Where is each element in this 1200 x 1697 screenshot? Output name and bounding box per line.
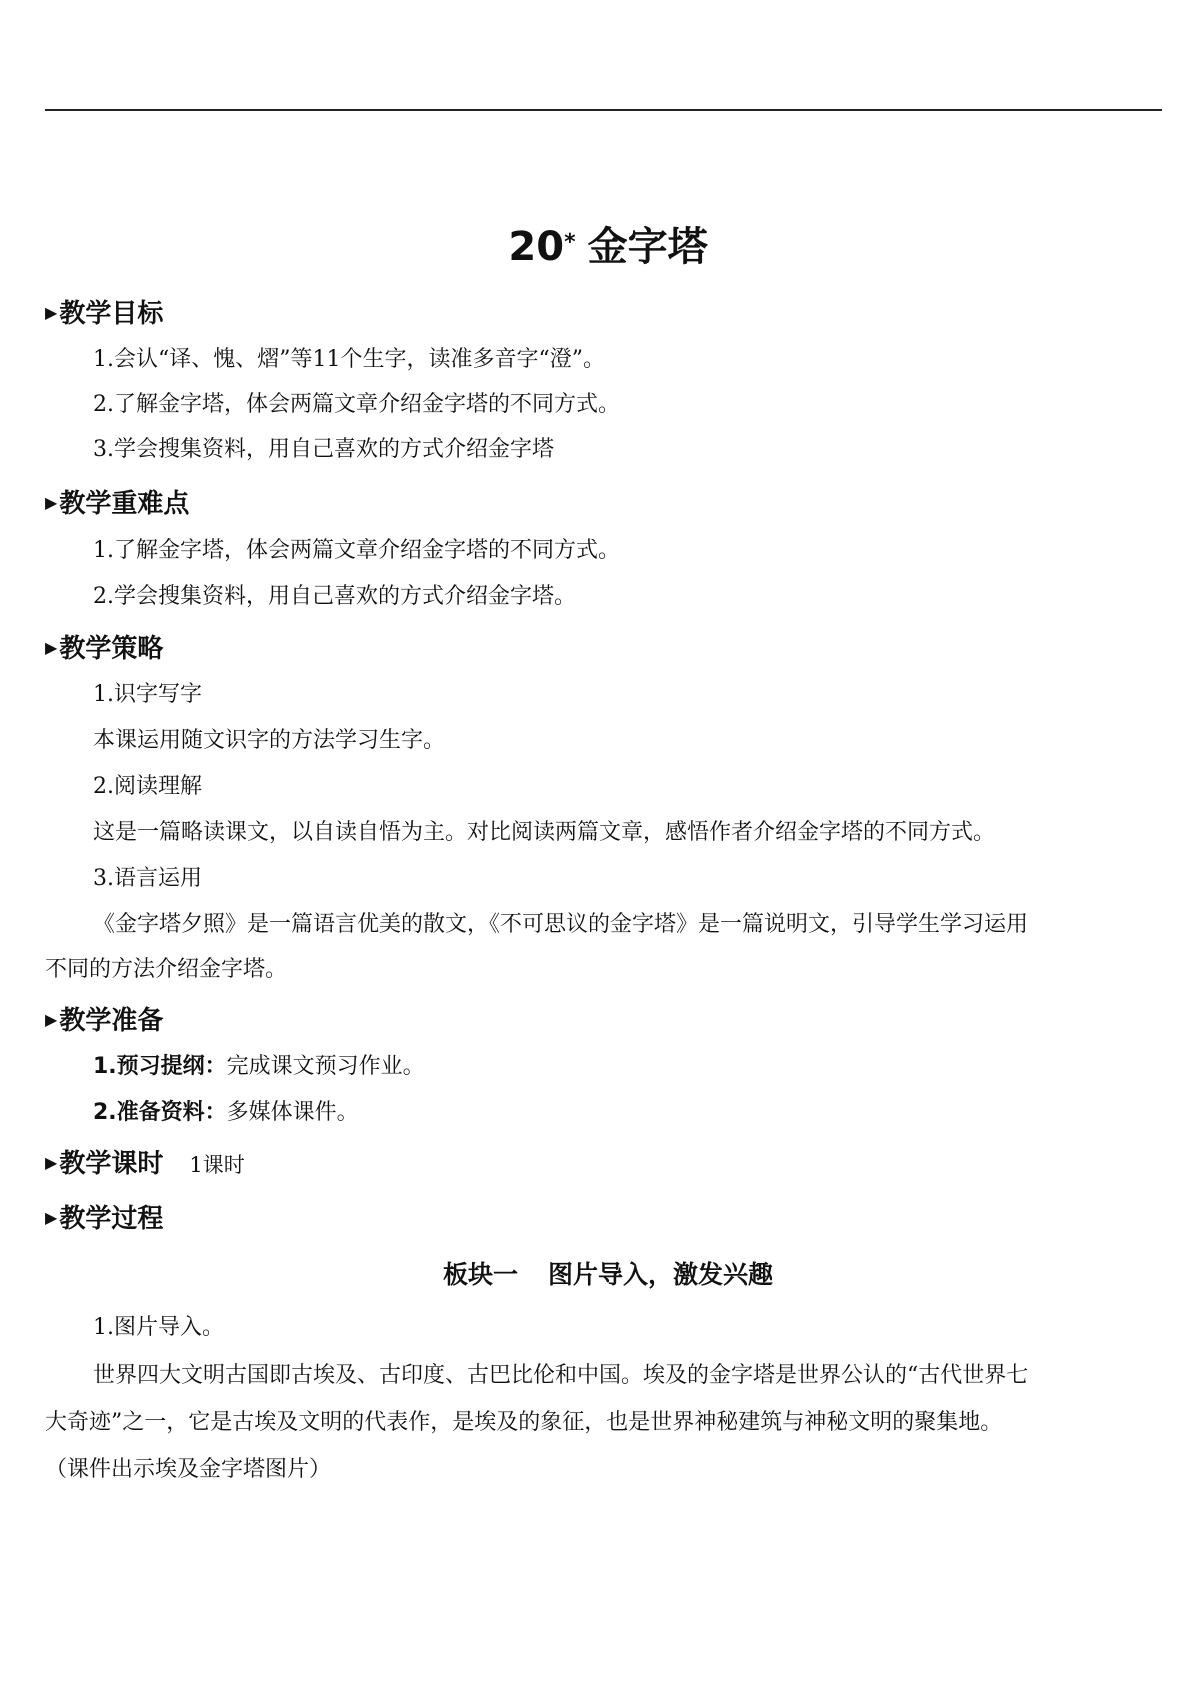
goal-item-3: 3.学会搜集资料，用自己喜欢的方式介绍金字塔 <box>93 437 554 462</box>
goal-item-2: 2.了解金字塔，体会两篇文章介绍金字塔的不同方式。 <box>93 392 620 417</box>
strategy-item1-title: 1.识字写字 <box>93 682 202 707</box>
preparation-item-2 <box>93 1098 359 1128</box>
key-points-heading-text: 教学重难点 <box>59 489 190 519</box>
header-rule <box>45 109 1162 111</box>
triangle-bullet-icon: ▶ <box>45 1009 58 1029</box>
lesson-title <box>8 222 1200 272</box>
strategy-item2-text: 这是一篇略读课文，以自读自悟为主。对比阅读两篇文章，感悟作者介绍金字塔的不同方式。 <box>93 820 996 845</box>
duration-heading-text: 教学课时 <box>59 1149 164 1179</box>
duration-value: 1课时 <box>189 1153 245 1177</box>
lesson-mark: * <box>564 230 576 255</box>
strategy-heading <box>45 632 163 667</box>
strategy-item3-text-line1: 《金字塔夕照》是一篇语言优美的散文，《不可思议的金字塔》是一篇说明文，引导学生学习运用 <box>93 912 1029 937</box>
preparation-item-1-text: 完成课文预习作业。 <box>226 1054 425 1079</box>
strategy-heading-text: 教学策略 <box>59 634 164 664</box>
process-paragraph-line2: 大奇迹”之一，它是古埃及文明的代表作，是埃及的象征，也是世界神秘建筑与神秘文明的聚集地。 <box>45 1410 1003 1435</box>
process-paragraph-line1: 世界四大文明古国即古埃及、古印度、古巴比伦和中国。埃及的金字塔是世界公认的“古代世界七 <box>93 1363 1029 1388</box>
section-title-text: 图片导入，激发兴趣 <box>548 1260 774 1289</box>
process-note: （课件出示埃及金字塔图片） <box>45 1457 332 1482</box>
goals-heading <box>45 297 163 332</box>
process-step-1: 1.图片导入。 <box>93 1315 224 1340</box>
triangle-bullet-icon: ▶ <box>45 1152 58 1172</box>
triangle-bullet-icon: ▶ <box>45 302 58 322</box>
preparation-heading <box>45 1004 163 1039</box>
key-points-heading <box>45 487 189 522</box>
lesson-number: 20 <box>508 224 565 270</box>
triangle-bullet-icon: ▶ <box>45 637 58 657</box>
preparation-item-2-label: 2.准备资料： <box>93 1100 227 1125</box>
process-heading <box>45 1202 163 1237</box>
preparation-item-2-text: 多媒体课件。 <box>226 1100 359 1125</box>
section-title <box>8 1258 1200 1292</box>
goals-heading-text: 教学目标 <box>59 299 164 329</box>
lesson-name: 金字塔 <box>587 224 708 270</box>
key-point-item-1: 1.了解金字塔，体会两篇文章介绍金字塔的不同方式。 <box>93 538 620 563</box>
goal-item-1: 1.会认“译、愧、熠”等11个生字，读准多音字“澄”。 <box>93 347 605 372</box>
key-point-item-2: 2.学会搜集资料，用自己喜欢的方式介绍金字塔。 <box>93 584 576 609</box>
preparation-item-1-label: 1.预习提纲： <box>93 1054 227 1079</box>
duration-heading <box>45 1147 245 1182</box>
triangle-bullet-icon: ▶ <box>45 1207 58 1227</box>
strategy-item1-text: 本课运用随文识字的方法学习生字。 <box>93 728 446 753</box>
triangle-bullet-icon: ▶ <box>45 492 58 512</box>
process-heading-text: 教学过程 <box>59 1204 164 1234</box>
section-title-label: 板块一 <box>442 1260 518 1289</box>
preparation-heading-text: 教学准备 <box>59 1006 164 1036</box>
strategy-item3-title: 3.语言运用 <box>93 866 202 891</box>
strategy-item3-text-line2: 不同的方法介绍金字塔。 <box>45 957 288 982</box>
strategy-item2-title: 2.阅读理解 <box>93 774 202 799</box>
preparation-item-1 <box>93 1052 425 1082</box>
